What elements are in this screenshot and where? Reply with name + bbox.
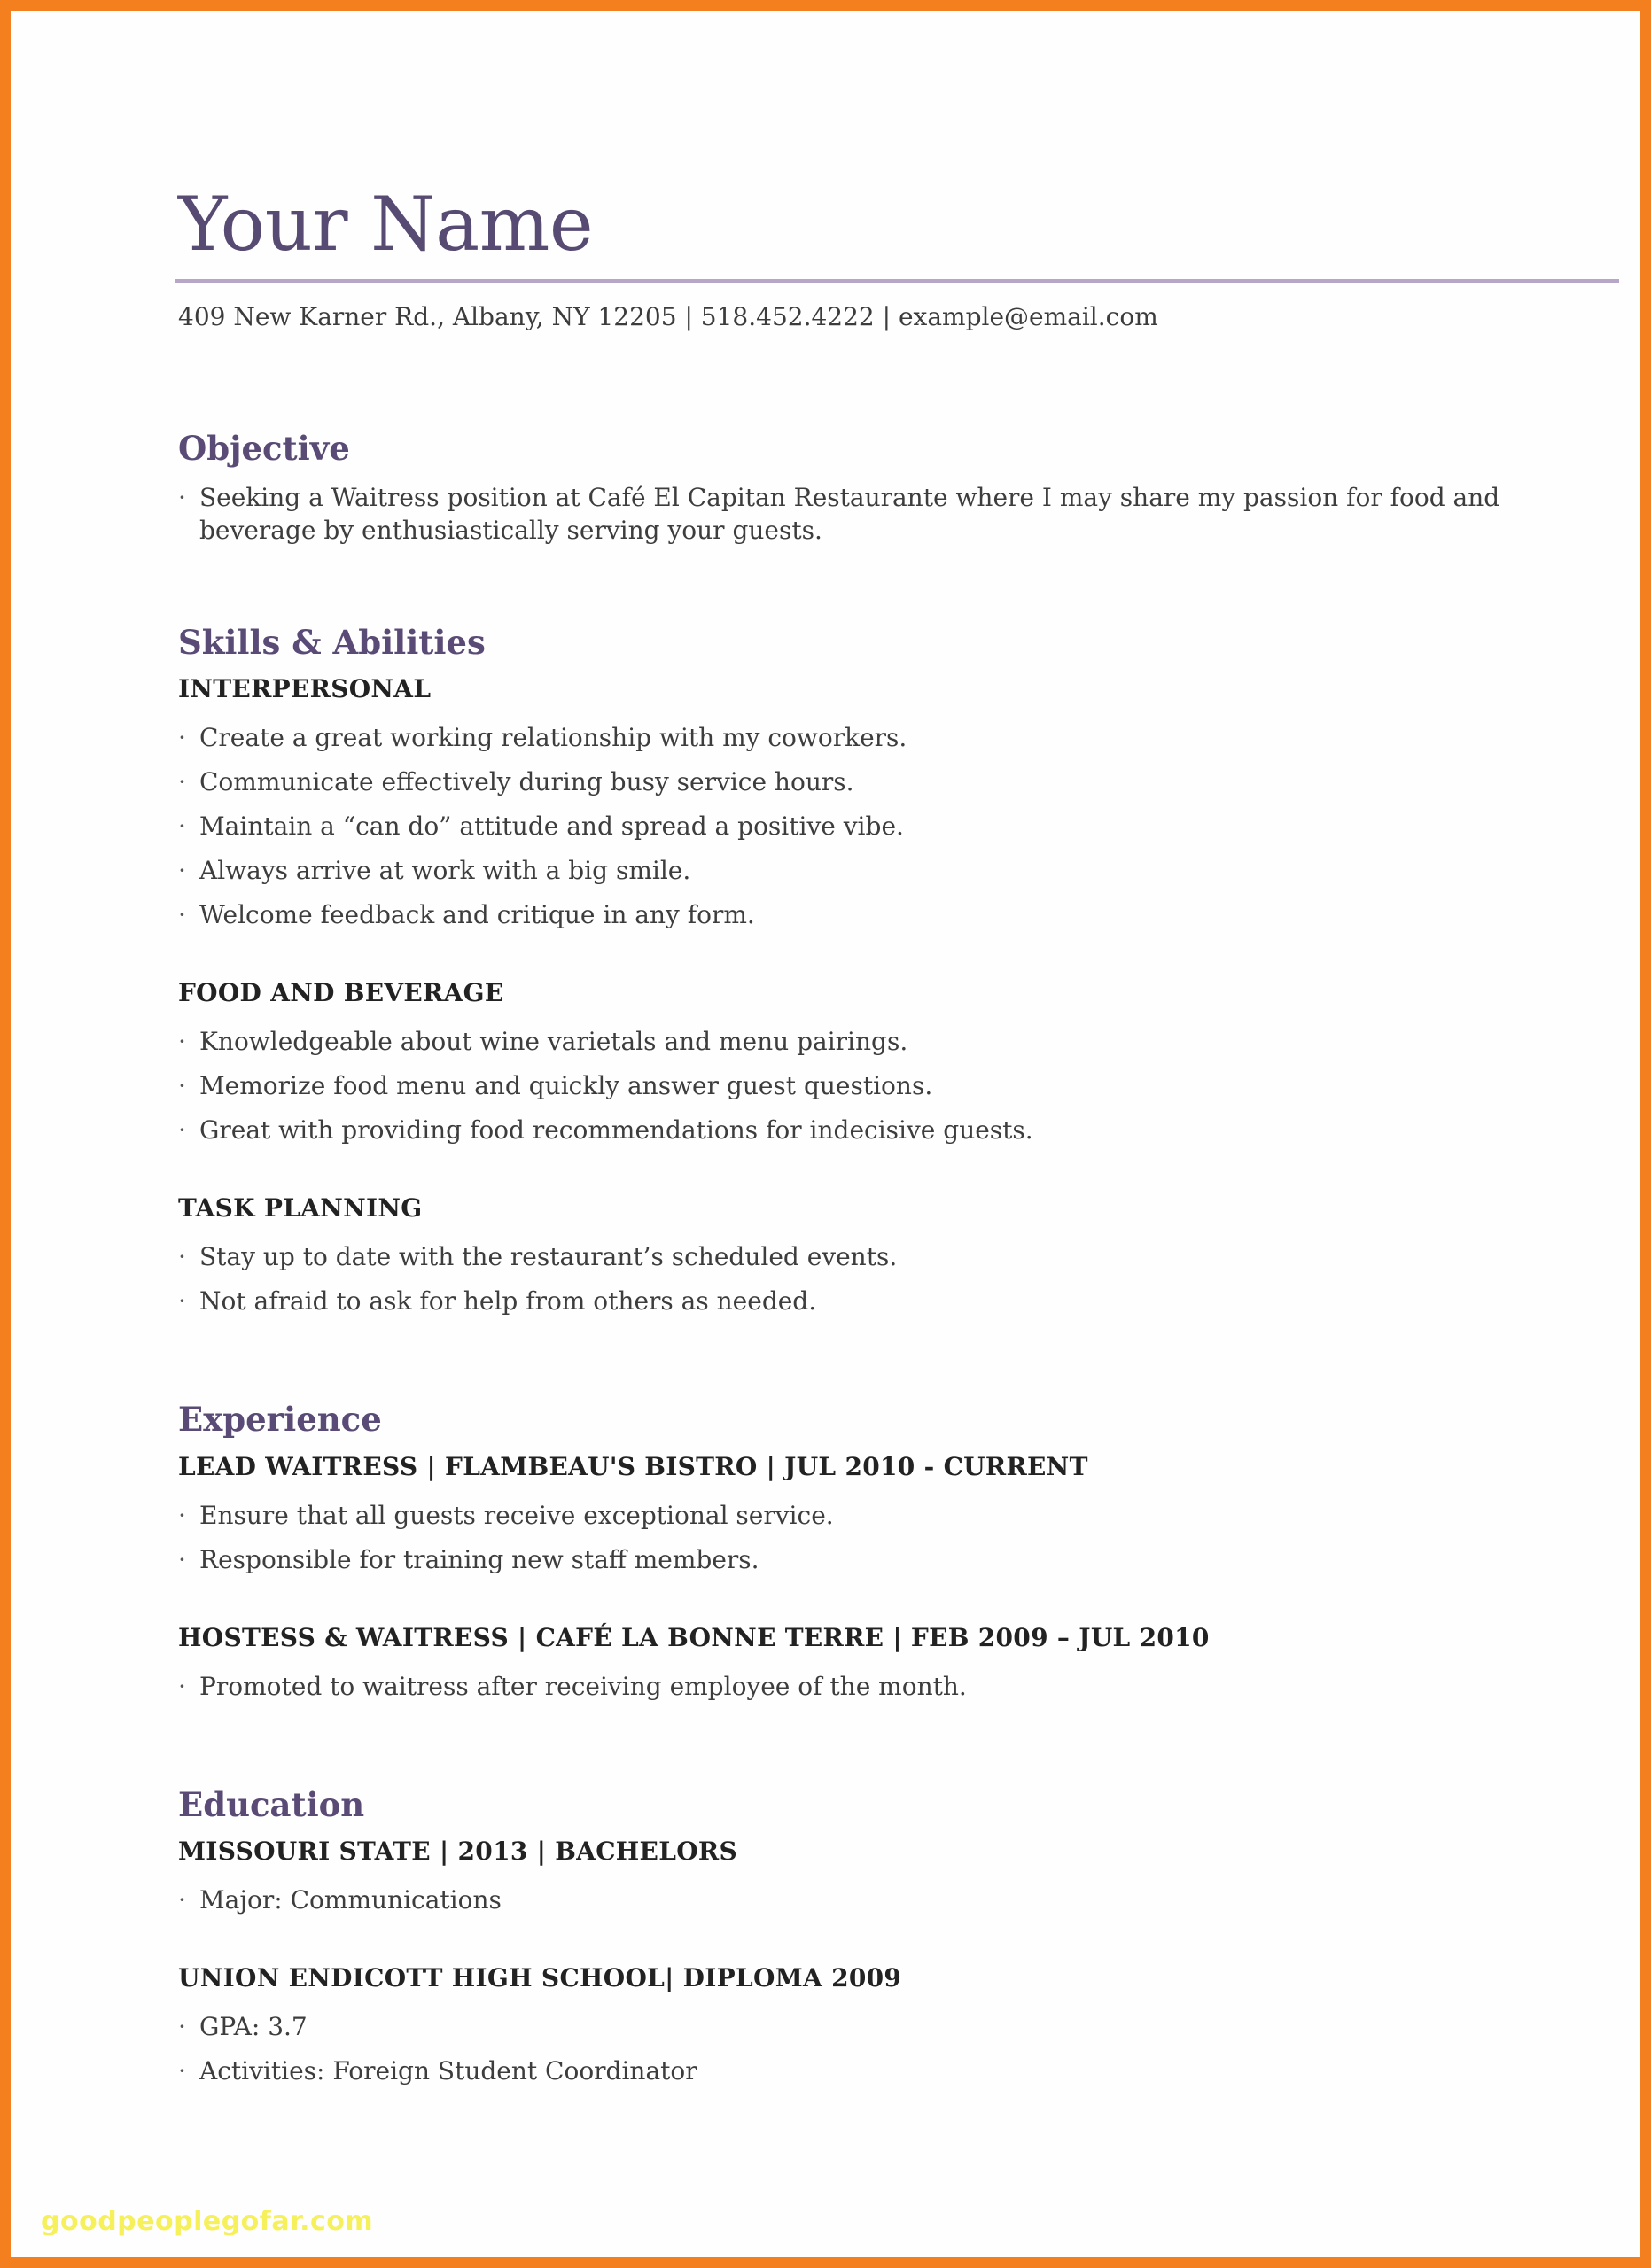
school-details-list: [178, 2005, 1623, 2093]
list-item: · Responsible for training new staff members.: [178, 1538, 1623, 1582]
objective-section: [178, 429, 1623, 546]
education-title: Education: [178, 1784, 365, 1824]
skills-section: [178, 623, 1623, 1324]
skills-group-heading: INTERPERSONAL: [178, 674, 432, 704]
skills-group-list: [178, 1235, 1623, 1324]
list-item: · Activities: Foreign Student Coordinator: [178, 2049, 1623, 2093]
skills-group-list: [178, 716, 1623, 937]
list-item: · Memorize food menu and quickly answer guest questions.: [178, 1064, 1623, 1108]
skills-group-heading: TASK PLANNING: [178, 1193, 423, 1223]
list-item: · Great with providing food recommendations for indecisive guests.: [178, 1108, 1623, 1153]
objective-list: [178, 481, 1623, 547]
school-heading: MISSOURI STATE | 2013 | BACHELORS: [178, 1836, 737, 1866]
list-item: · Stay up to date with the restaurant’s scheduled events.: [178, 1235, 1623, 1279]
experience-title: Experience: [178, 1400, 382, 1440]
header-divider: [175, 279, 1619, 283]
resume-name: Your Name: [178, 181, 594, 268]
list-item: · Welcome feedback and critique in any form.: [178, 893, 1623, 937]
resume-page: [11, 11, 1640, 2257]
contact-info: 409 New Karner Rd., Albany, NY 12205 | 518.452.4222 | example@email.com: [178, 302, 1158, 332]
skills-title: Skills & Abilities: [178, 622, 486, 662]
job-heading: HOSTESS & WAITRESS | CAFÉ LA BONNE TERRE | FEB 2009 – JUL 2010: [178, 1622, 1210, 1652]
skills-group-heading: FOOD AND BEVERAGE: [178, 978, 504, 1008]
school-details-list: [178, 1878, 1623, 1922]
list-item: · Seeking a Waitress position at Café El Capitan Restaurante where I may share my passion for food and beverage by enthusiastically serving your guests.: [178, 481, 1623, 547]
job-heading: LEAD WAITRESS | FLAMBEAU'S BISTRO | JUL 2010 - CURRENT: [178, 1451, 1088, 1481]
list-item: · Ensure that all guests receive exceptional service.: [178, 1494, 1623, 1538]
resume-content: [178, 183, 1623, 2093]
experience-section: [178, 1400, 1623, 1708]
list-item: · Communicate effectively during busy service hours.: [178, 760, 1623, 804]
list-item: · Promoted to waitress after receiving employee of the month.: [178, 1665, 1623, 1709]
list-item: · Not afraid to ask for help from others as needed.: [178, 1279, 1623, 1324]
job-duties-list: [178, 1665, 1623, 1709]
list-item: · Create a great working relationship with my coworkers.: [178, 716, 1623, 760]
list-item: · Knowledgeable about wine varietals and menu pairings.: [178, 1020, 1623, 1064]
watermark-text: goodpeoplegofar.com: [41, 2206, 374, 2237]
list-item: · Always arrive at work with a big smile.: [178, 849, 1623, 893]
list-item: · Major: Communications: [178, 1878, 1623, 1922]
objective-title: Objective: [178, 429, 350, 469]
education-section: [178, 1785, 1623, 2093]
job-duties-list: [178, 1494, 1623, 1582]
list-item: · Maintain a “can do” attitude and spread a positive vibe.: [178, 804, 1623, 849]
skills-group-list: [178, 1020, 1623, 1153]
school-heading: UNION ENDICOTT HIGH SCHOOL| DIPLOMA 2009: [178, 1962, 902, 1992]
list-item: · GPA: 3.7: [178, 2005, 1623, 2049]
